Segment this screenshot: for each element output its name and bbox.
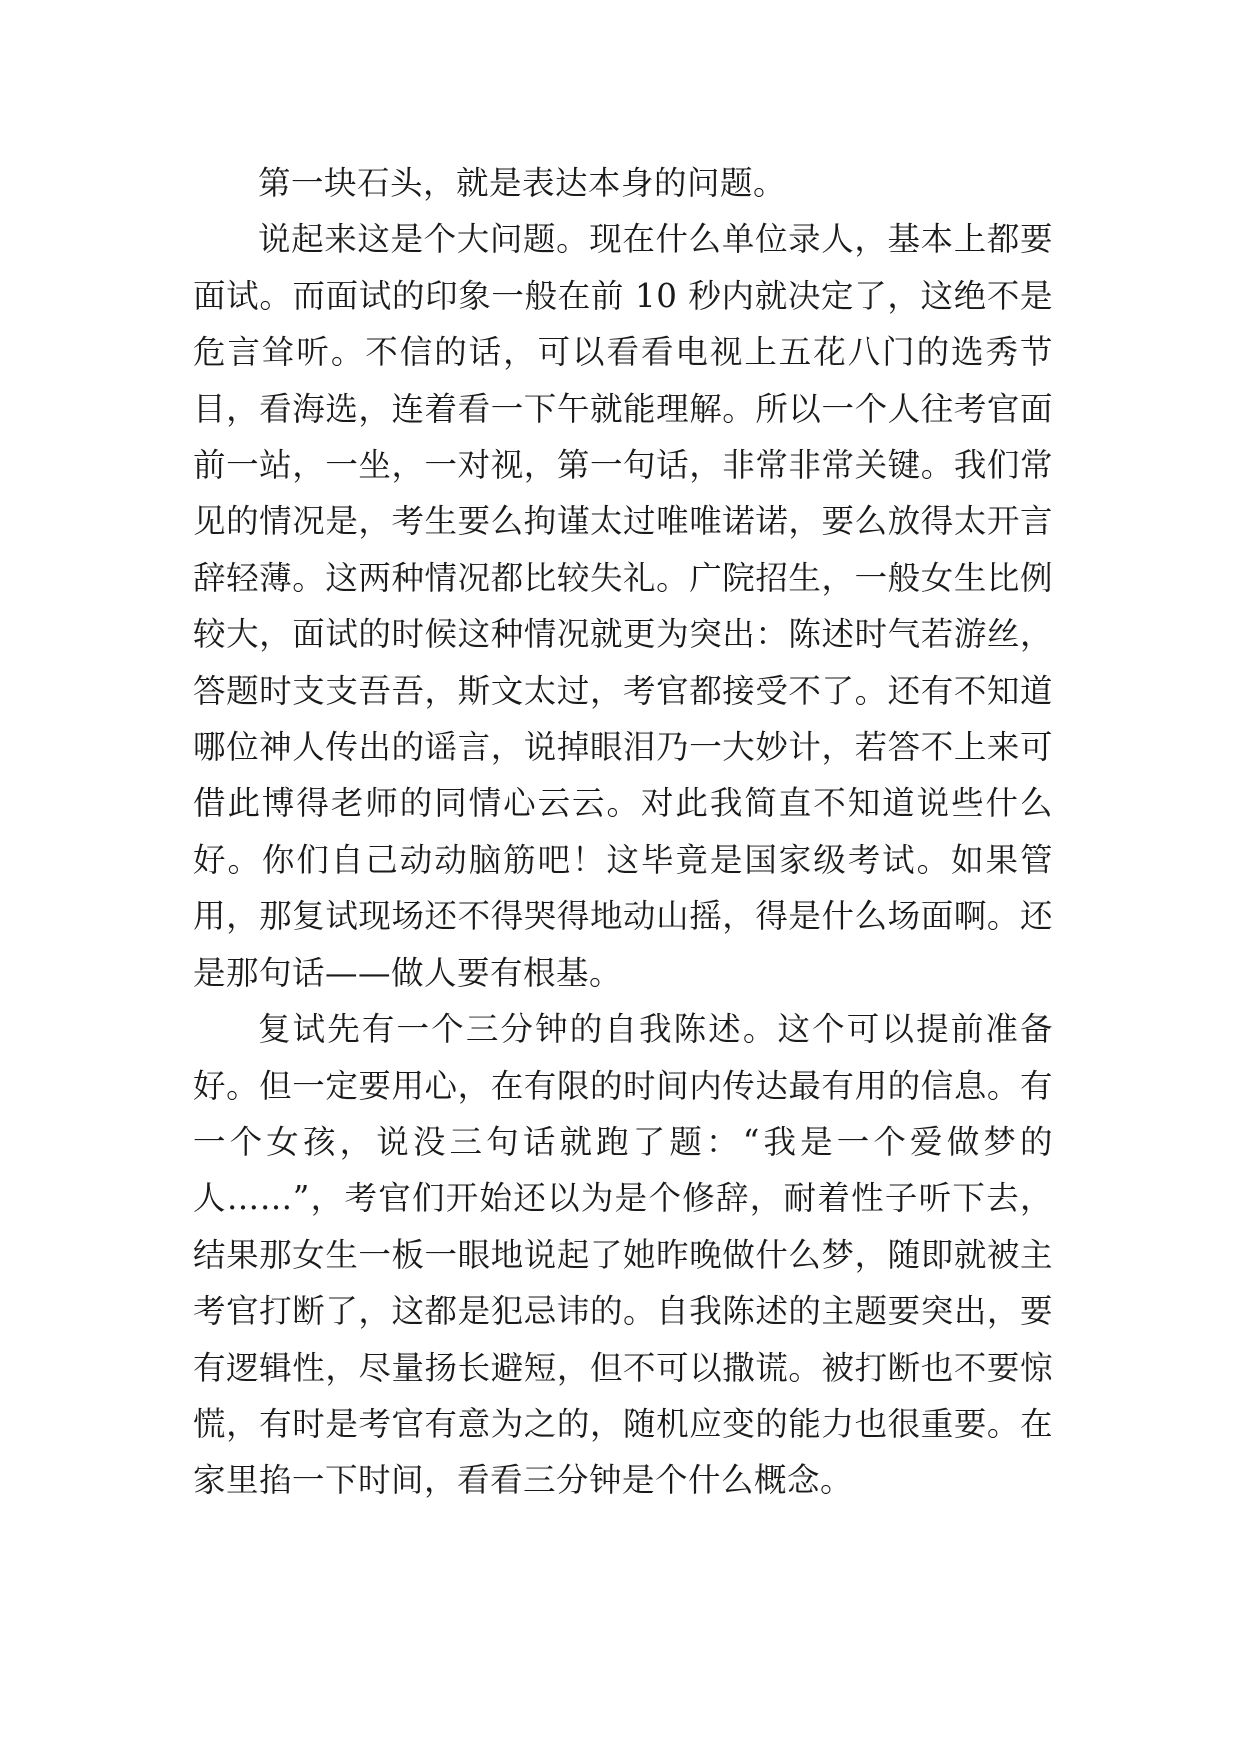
paragraph-1: 第一块石头，就是表达本身的问题。 (258, 164, 787, 202)
body-text (193, 155, 1053, 1509)
paragraph-3: 复试先有一个三分钟的自我陈述。这个可以提前准备好。但一定要用心，在有限的时间内传达最有用的信息。有一个女孩，说没三句话就跑了题：“我是一个爱做梦的人……”，考官们开始还以为是个修辞，耐着性子听下去，结果那女生一板一眼地说起了她昨晚做什么梦，随即就被主考官打断了，这都是犯忌讳的。自我陈述的主题要突出，要有逻辑性，尽量扬长避短，但不可以撒谎。被打断也不要惊慌，有时是考官有意为之的，随机应变的能力也很重要。在家里掐一下时间，看看三分钟是个什么概念。 (193, 1010, 1053, 1500)
paragraph-2: 说起来这是个大问题。现在什么单位录人，基本上都要面试。而面试的印象一般在前 10 秒内就决定了，这绝不是危言耸听。不信的话，可以看看电视上五花八门的选秀节目，看海选，连着看一下午就能理解。所以一个人往考官面前一站，一坐，一对视，第一句话，非常非常关键。我们常见的情况是，考生要么拘谨太过唯唯诺诺，要么放得太开言辞轻薄。这两种情况都比较失礼。广院招生，一般女生比例较大，面试的时候这种情况就更为突出：陈述时气若游丝，答题时支支吾吾，斯文太过，考官都接受不了。还有不知道哪位神人传出的谣言，说掉眼泪乃一大妙计，若答不上来可借此博得老师的同情心云云。对此我简直不知道说些什么好。你们自己动动脑筋吧！这毕竟是国家级考试。如果管用，那复试现场还不得哭得地动山摇，得是什么场面啊。还是那句话——做人要有根基。 (193, 220, 1053, 992)
